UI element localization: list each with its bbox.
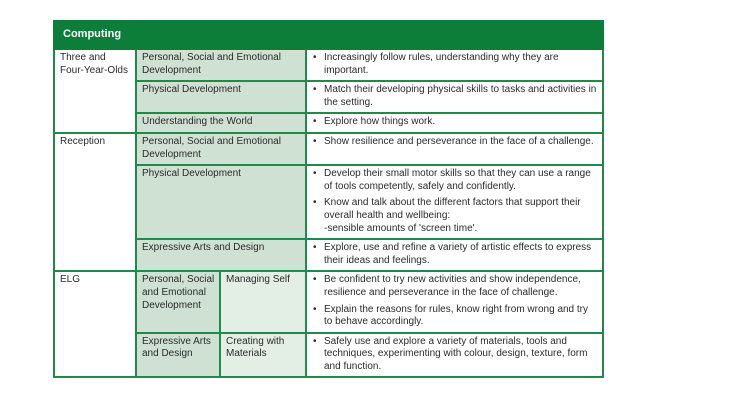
area-cell: Understanding the World [136, 113, 306, 133]
table-row [54, 271, 603, 332]
table-row [54, 49, 603, 81]
stage-cell: Three and Four-Year-Olds [54, 49, 136, 133]
goal-item: • Safely use and explore a variety of materials, tools and techniques, experimenting with colour, design, texture, form and function. [313, 336, 598, 374]
goals-cell [306, 49, 603, 81]
sub-area-cell: Creating with Materials [220, 333, 306, 378]
sub-area-cell: Managing Self [220, 271, 306, 332]
table-row [54, 165, 603, 239]
goal-item: • Explore, use and refine a variety of artistic effects to express their ideas and feelings. [313, 242, 598, 267]
table-row [54, 113, 603, 133]
goal-item [313, 197, 598, 235]
area-cell: Physical Development [136, 81, 306, 113]
area-cell: Expressive Arts and Design [136, 239, 306, 271]
computing-table [53, 20, 602, 378]
area-cell: Personal, Social and Emotional Development [136, 271, 220, 332]
goal-item: • Be confident to try new activities and show independence, resilience and perseverance in the face of challenge. [313, 274, 598, 299]
table-row [54, 333, 603, 378]
stage-cell: ELG [54, 271, 136, 377]
goals-cell [306, 133, 603, 165]
goal-item: • Develop their small motor skills so that they can use a range of tools competently, safely and confidently. [313, 168, 598, 193]
goal-extra: -sensible amounts of 'screen time'. [324, 222, 478, 234]
curriculum-table [53, 20, 604, 378]
goal-item: • Show resilience and perseverance in the face of a challenge. [313, 136, 598, 149]
table-title: Computing [54, 21, 603, 49]
goal-item: • Explain the reasons for rules, know right from wrong and try to behave accordingly. [313, 304, 598, 329]
table-header-row [54, 21, 603, 49]
goal-item: • Match their developing physical skills to tasks and activities in the setting. [313, 84, 598, 109]
goals-cell [306, 165, 603, 239]
goals-cell [306, 333, 603, 378]
goals-cell [306, 239, 603, 271]
area-cell: Personal, Social and Emotional Development [136, 133, 306, 165]
goals-cell [306, 271, 603, 332]
goals-cell [306, 81, 603, 113]
goal-item: • Explore how things work. [313, 116, 598, 129]
area-cell: Physical Development [136, 165, 306, 239]
goal-item: • Increasingly follow rules, understanding why they are important. [313, 52, 598, 77]
table-row [54, 133, 603, 165]
area-cell: Personal, Social and Emotional Development [136, 49, 306, 81]
goals-cell [306, 113, 603, 133]
goal-text: Know and talk about the different factors that support their overall health and wellbeing: [324, 197, 581, 221]
table-row [54, 81, 603, 113]
stage-cell: Reception [54, 133, 136, 271]
table-row [54, 239, 603, 271]
area-cell: Expressive Arts and Design [136, 333, 220, 378]
